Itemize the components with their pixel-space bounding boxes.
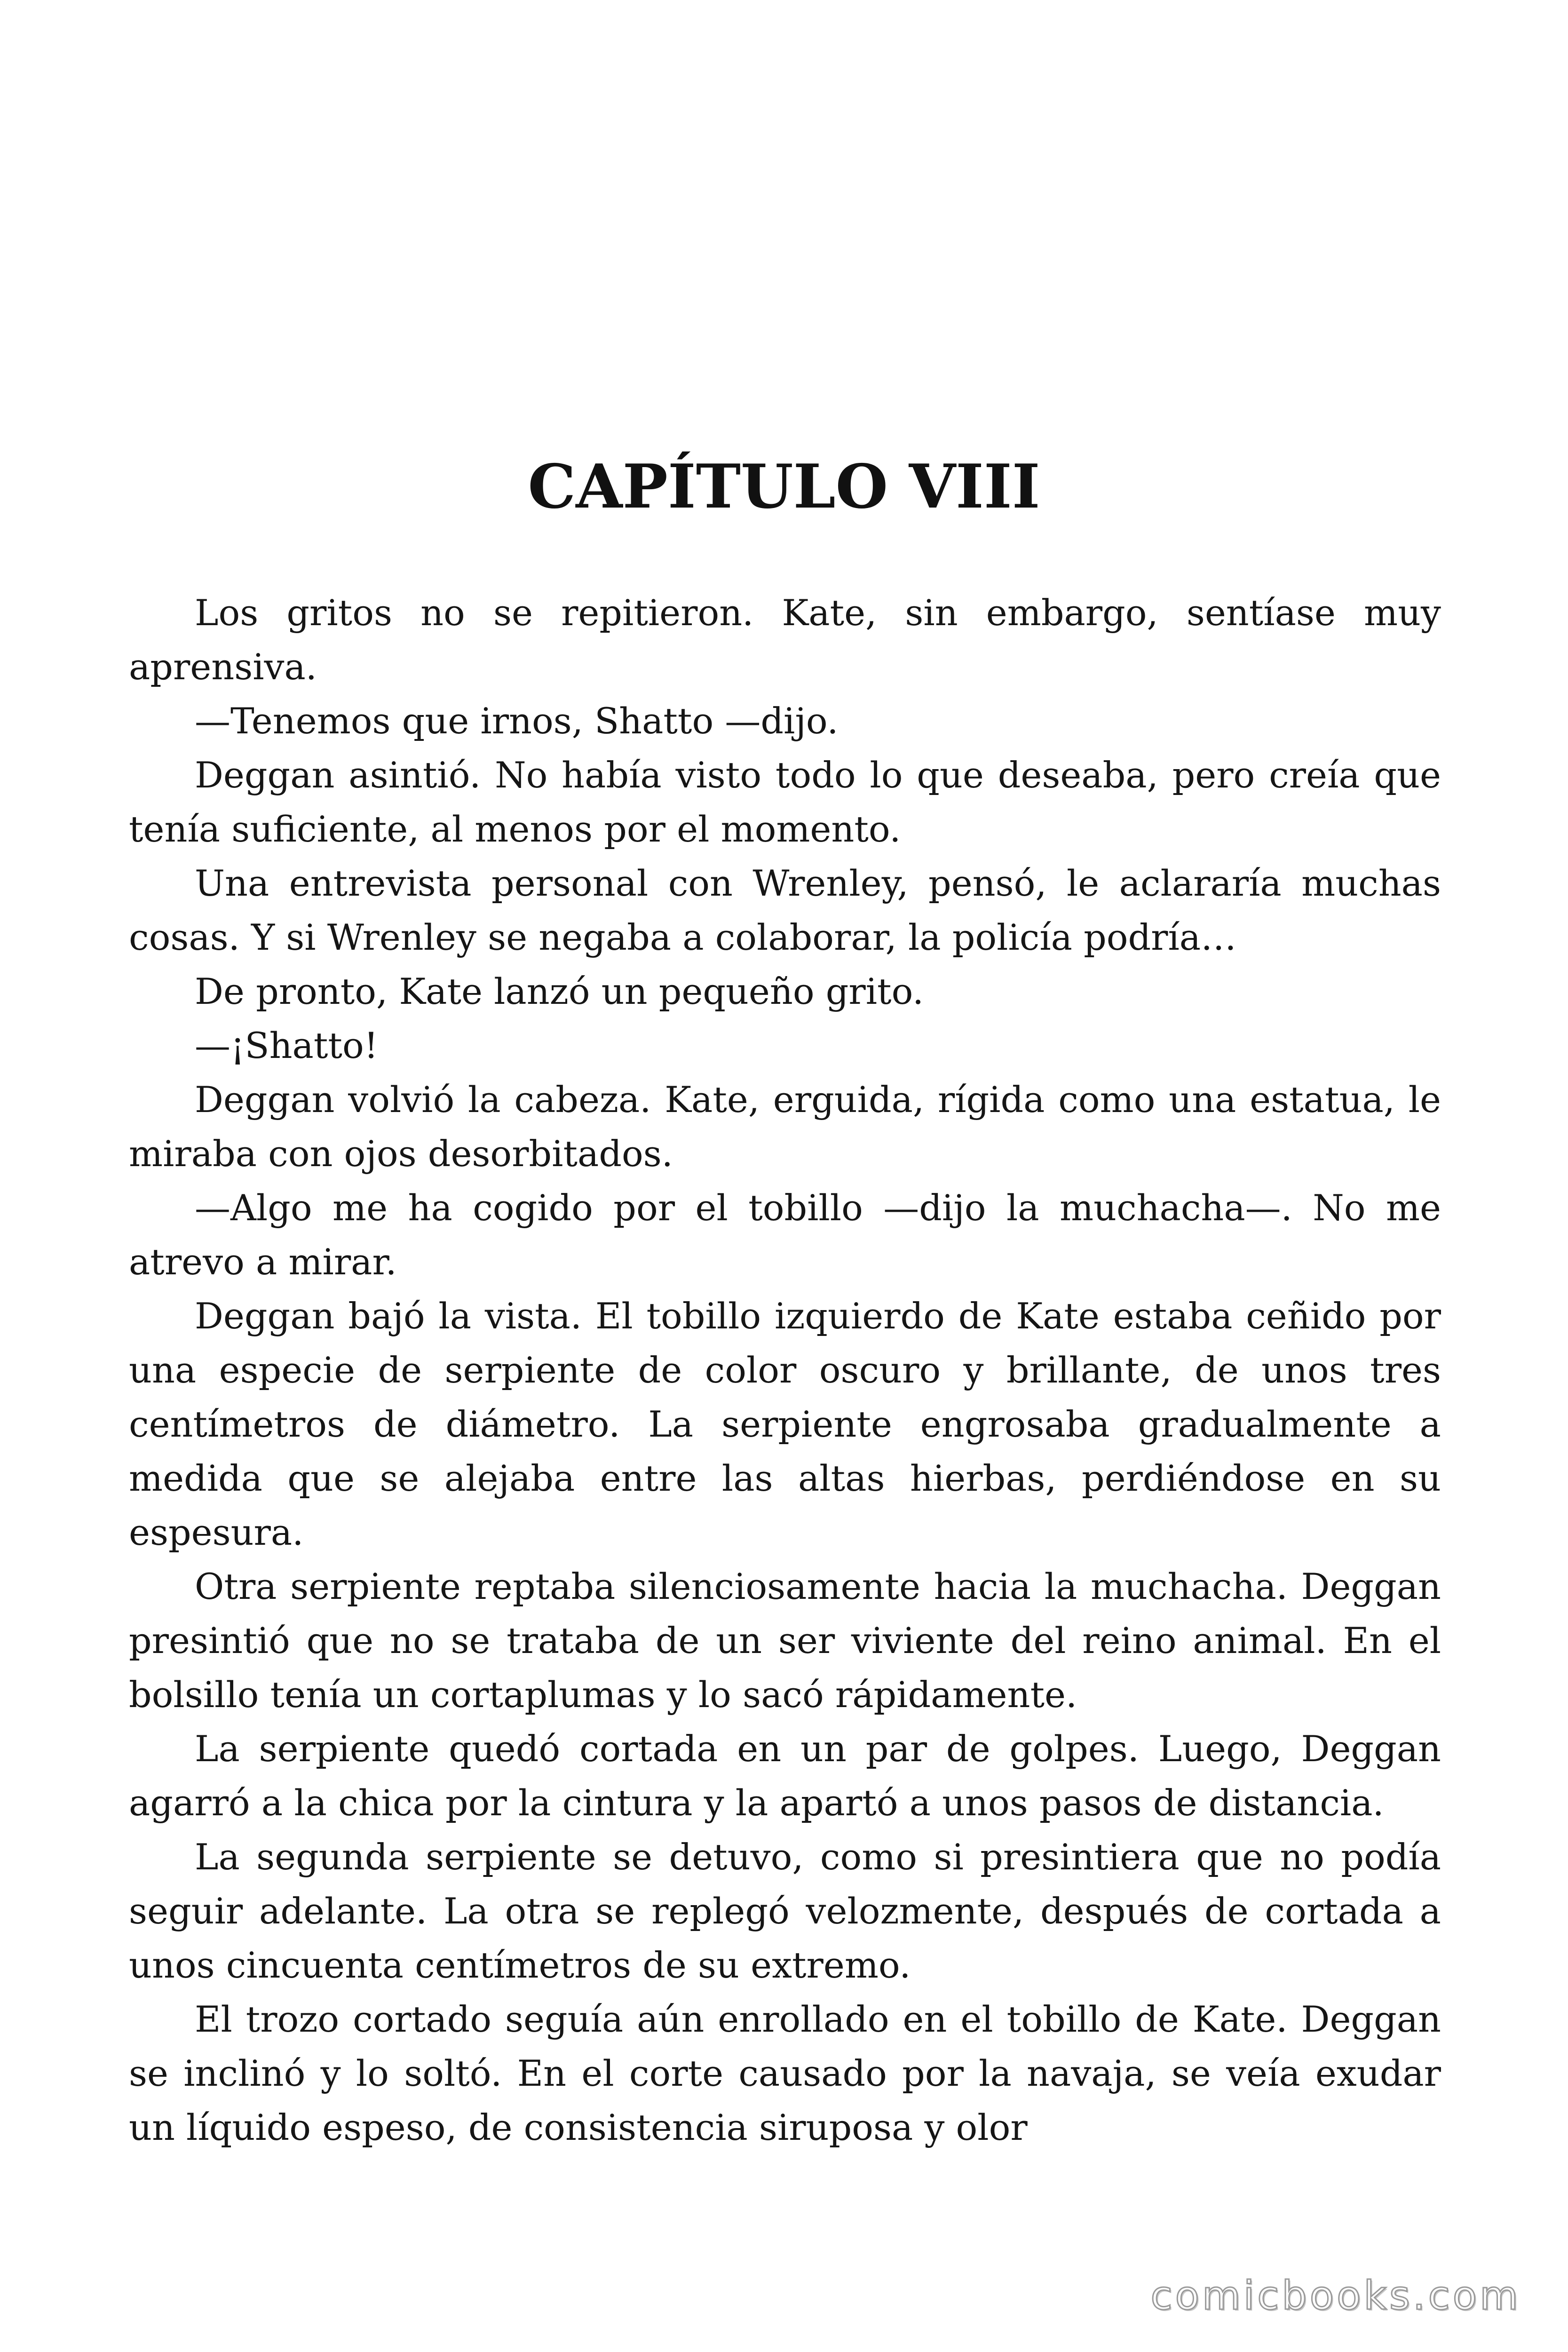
paragraph: —Algo me ha cogido por el tobillo —dijo la muchacha—. No me atrevo a mirar. — [129, 1187, 1441, 1283]
paragraph: —Tenemos que irnos, Shatto —dijo. — [195, 700, 839, 742]
paragraph: De pronto, Kate lanzó un pequeño grito. — [195, 970, 924, 1012]
paragraph: La segunda serpiente se detuvo, como si presintiera que no podía seguir adelante. La otra se replegó velozmente, después de cortada a unos cincuenta centímetros de su extremo. — [129, 1836, 1441, 1986]
chapter-title: CAPÍTULO VIII — [528, 452, 1040, 522]
paragraph: Otra serpiente reptaba silenciosamente hacia la muchacha. Deggan presintió que no se trataba de un ser viviente del reino animal. En el bolsillo tenía un cortaplumas y lo sacó rápidamente. — [129, 1565, 1441, 1716]
paragraph: Deggan asintió. No había visto todo lo que deseaba, pero creía que tenía suficiente, al menos por el momento. — [129, 754, 1441, 850]
paragraph: La serpiente quedó cortada en un par de golpes. Luego, Deggan agarró a la chica por la cintura y la apartó a unos pasos de distancia. — [129, 1728, 1441, 1824]
paragraph: Una entrevista personal con Wrenley, pensó, le aclararía muchas cosas. Y si Wrenley se negaba a colaborar, la policía podría… — [129, 862, 1441, 958]
paragraph: Deggan bajó la vista. El tobillo izquierdo de Kate estaba ceñido por una especie de serpiente de color oscuro y brillante, de unos tres centímetros de diámetro. La serpiente engrosaba gradualmente a medida que se alejaba entre las altas hierbas, perdiéndose en su espesura. — [129, 1295, 1441, 1553]
paragraph: El trozo cortado seguía aún enrollado en el tobillo de Kate. Deggan se inclinó y lo soltó. En el corte causado por la navaja, se veía exudar un líquido espeso, de consistencia siruposa y olor — [129, 1998, 1441, 2148]
watermark: comicbooks.com — [1150, 2273, 1521, 2319]
paragraph: —¡Shatto! — [195, 1025, 379, 1066]
paragraph: Los gritos no se repitieron. Kate, sin embargo, sentíase muy aprensiva. — [129, 592, 1441, 688]
chapter-body — [129, 586, 1441, 2154]
paragraph: Deggan volvió la cabeza. Kate, erguida, rígida como una estatua, le miraba con ojos desorbitados. — [129, 1079, 1441, 1175]
